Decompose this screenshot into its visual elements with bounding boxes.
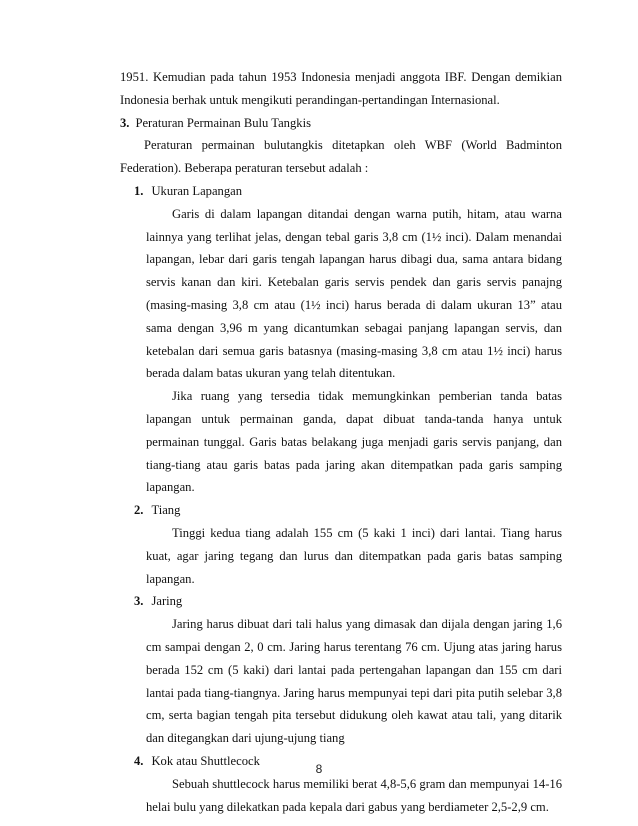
section-intro-paragraph: Peraturan permainan bulutangkis ditetapkan oleh WBF (World Badminton Federation). Beberapa peraturan tersebut adalah : [120, 138, 562, 176]
subsection-title: Ukuran Lapangan [151, 183, 243, 198]
subsection-heading [120, 499, 562, 522]
section-number: 3. [120, 115, 130, 130]
subsection-title: Tiang [151, 503, 181, 518]
subsection-heading [120, 590, 562, 613]
body-paragraph: Garis di dalam lapangan ditandai dengan warna putih, hitam, atau warna lainnya yang terlihat jelas, dengan tebal garis 3,8 cm (1½ inci). Dalam menandai lapangan, lebar dari garis tengah lapangan harus dibagi dua, sama antara bidang servis kanan dan kiri. Ketebalan garis servis pendek dan garis servis panajng (masing-masing 3,8 cm atau (1½ inci) harus berada di dalam ukuran 13” atau sama dengan 3,96 m yang dicantumkan sebagai panjang lapangan servis, dan ketebalan dari semua garis batasnya (masing-masing 3,8 cm atau 1½ inci) harus berada dalam batas ukuran yang telah ditentukan. [146, 206, 562, 381]
subsection-number: 3. [134, 594, 144, 609]
section-heading [120, 112, 562, 135]
subsection-body [120, 773, 562, 819]
subsection-body [120, 613, 562, 750]
subsection-number: 1. [134, 183, 144, 198]
section-title: Peraturan Permainan Bulu Tangkis [135, 115, 311, 130]
subsection-body [120, 522, 562, 590]
subsection-title: Kok atau Shuttlecock [151, 753, 260, 768]
subsection-number: 4. [134, 753, 144, 768]
body-paragraph: Jika ruang yang tersedia tidak memungkinkan pemberian tanda batas lapangan untuk permainan ganda, dapat dibuat tanda-tanda hanya untuk permainan tunggal. Garis batas belakang juga menjadi garis servis panjang, dan tiang-tiang atau garis batas pada jaring akan ditempatkan pada garis samping lapangan. [146, 389, 562, 495]
page-body [120, 66, 562, 818]
page-number: 8 [315, 762, 323, 776]
intro-paragraph: 1951. Kemudian pada tahun 1953 Indonesia menjadi anggota IBF. Dengan demikian Indonesia berhak untuk mengikuti perandingan-pertandingan Internasional. [120, 70, 562, 107]
body-paragraph: Sebuah shuttlecock harus memiliki berat 4,8-5,6 gram dan mempunyai 14-16 helai bulu yang dilekatkan pada kepala dari gabus yang berdiameter 2,5-2,9 cm. [146, 776, 562, 814]
subsection-body [120, 203, 562, 499]
subsection-title: Jaring [151, 594, 183, 609]
body-paragraph: Jaring harus dibuat dari tali halus yang dimasak dan dijala dengan jaring 1,6 cm sampai dengan 2, 0 cm. Jaring harus terentang 76 cm. Ujung atas jaring harus berada 152 cm (5 kaki) dari lantai pada pertengahan lapangan dan 155 cm dari lantai pada tiang-tiangnya. Jaring harus mempunyai tepi dari pita putih selebar 3,8 cm, serta bagian tengah pita tersebut didukung oleh kawat atau tali, yang ditarik dan ditegangkan dari ujung-ujung tiang [146, 617, 562, 746]
subsection-number: 2. [134, 503, 144, 518]
subsection-heading [120, 180, 562, 203]
body-paragraph: Tinggi kedua tiang adalah 155 cm (5 kaki 1 inci) dari lantai. Tiang harus kuat, agar jaring tegang dan lurus dan ditempatkan pada garis batas samping lapangan. [146, 525, 562, 586]
